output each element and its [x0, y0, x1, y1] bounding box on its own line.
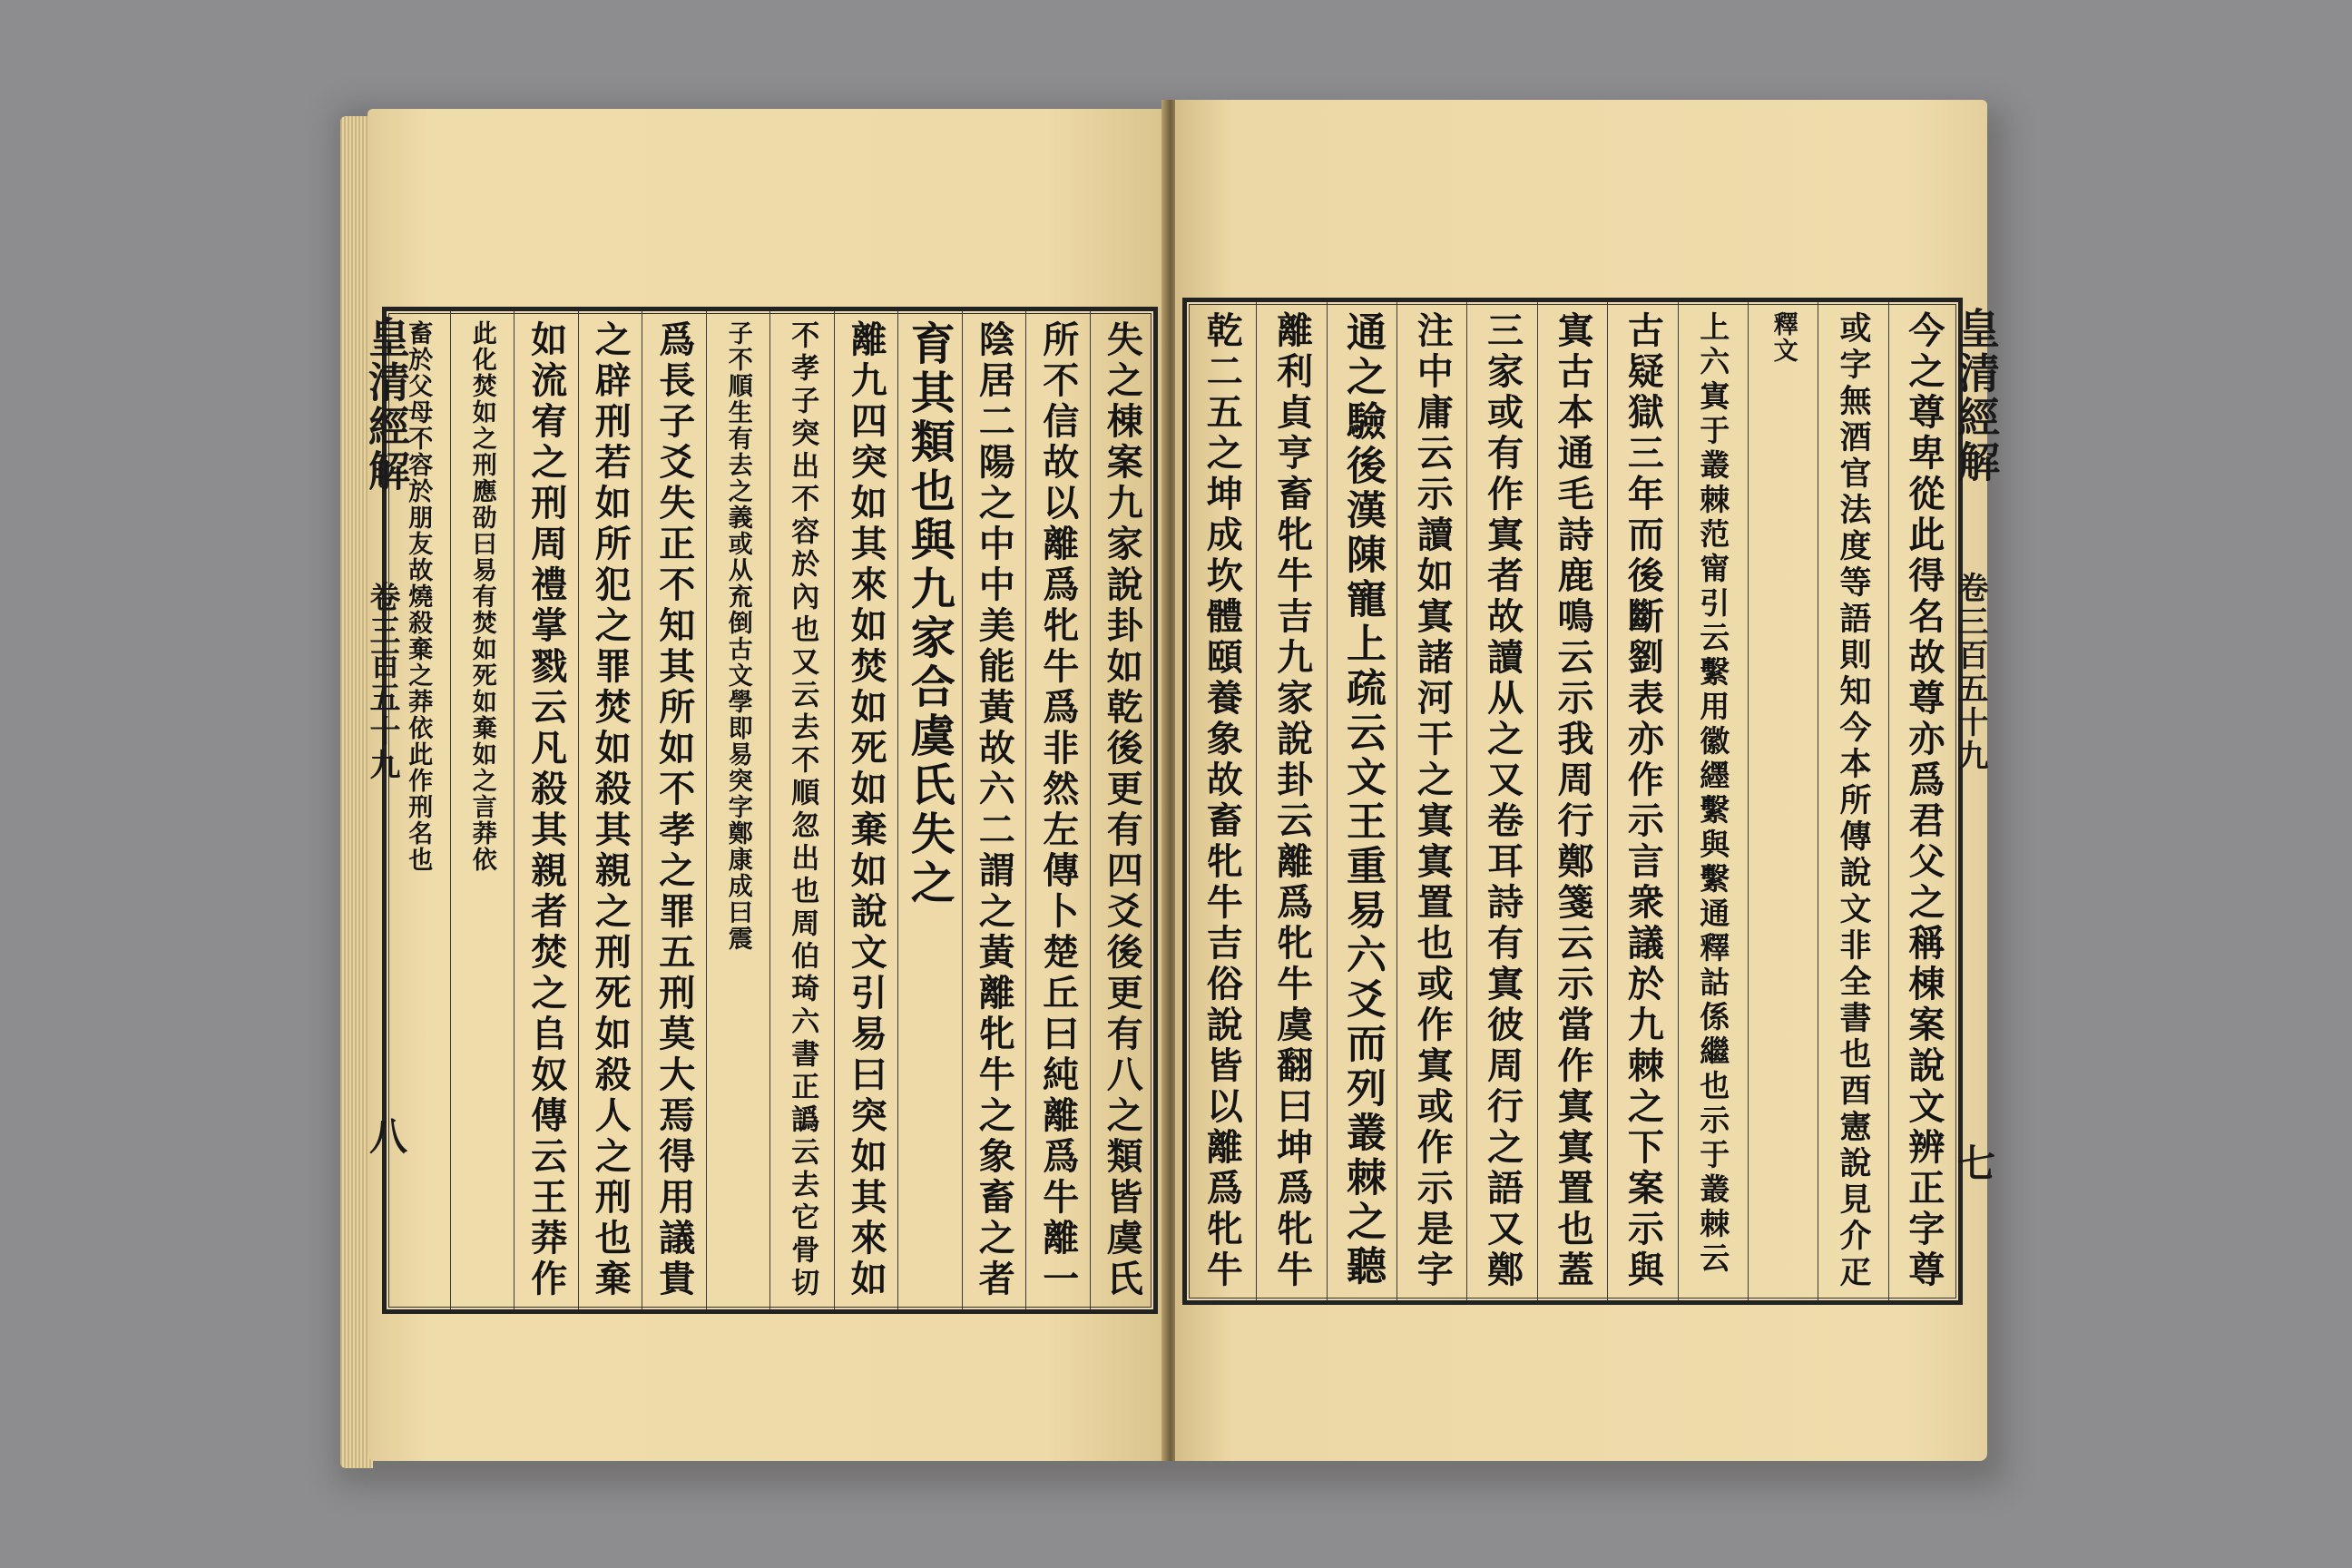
- right-column-text: 離利貞亨畜牝牛吉九家說卦云離爲牝牛虞翻曰坤爲牝牛: [1270, 311, 1314, 1291]
- left-column-text: 不孝子突出不容於內也又云去不順忽出也周伯琦六書正譌云去它骨切: [786, 320, 819, 1300]
- right-column-text: 通之驗後漢陳寵上疏云文王重易六爻而列叢棘之聽: [1338, 311, 1386, 1289]
- left-column: [578, 311, 642, 1309]
- left-column-text: 畜於父母不容於朋友故燒殺棄之莽依此作刑名也: [404, 320, 433, 873]
- left-column: [450, 311, 514, 1309]
- right-banner: 皇清經解: [1952, 307, 2001, 485]
- right-column: [1466, 302, 1536, 1300]
- left-page: [362, 109, 1166, 1461]
- right-column-text: 釋文: [1769, 311, 1798, 364]
- right-column-text: 古疑獄三年而後斷劉表亦作示言衆議於九棘之下案示與: [1622, 311, 1665, 1291]
- left-column: [514, 311, 578, 1309]
- right-column: [1187, 302, 1256, 1300]
- left-column-text: 此化焚如之刑應劭曰易有焚如死如棄如之言莽依: [467, 320, 496, 873]
- right-column: [1678, 302, 1748, 1300]
- left-column: [769, 311, 834, 1309]
- left-folio: 八: [364, 1116, 408, 1157]
- right-column: [1748, 302, 1818, 1300]
- right-column: [1396, 302, 1466, 1300]
- right-banner-sub: 卷三百五十九: [1952, 572, 1988, 773]
- left-column: [834, 311, 898, 1309]
- left-banner-sub: 卷三百五十九: [364, 581, 400, 782]
- left-text-frame: [382, 307, 1158, 1314]
- left-column: [897, 311, 962, 1309]
- right-column-text: 今之尊卑從此得名故尊亦爲君父之稱棟案說文辨正字尊: [1902, 311, 1945, 1291]
- left-column-text: 失之棟案九家說卦如乾後更有四爻後更有八之類皆虞氏: [1101, 320, 1144, 1300]
- left-column-text: 陰居二陽之中中美能黃故六二謂之黃離牝牛之象畜之者: [973, 320, 1016, 1300]
- left-column: [706, 311, 770, 1309]
- right-column-text: 上六寘于叢棘范甯引云繫用徽纆繫與繫通釋詁係繼也示于叢棘云: [1695, 311, 1731, 1277]
- right-column: [1327, 302, 1396, 1300]
- left-column-text: 育其類也與九家合虞氏失之: [904, 320, 957, 908]
- right-text-frame: [1182, 298, 1963, 1305]
- left-column-text: 所不信故以離爲牝牛爲非然左傳卜楚丘曰純離爲牛離一: [1036, 320, 1080, 1300]
- left-column-text: 之辟刑若如所犯之罪焚如殺其親之刑死如殺人之刑也棄: [589, 320, 632, 1300]
- right-folio: 七: [1952, 1143, 1996, 1184]
- left-column: [962, 311, 1026, 1309]
- right-column: [1818, 302, 1887, 1300]
- right-column-text: 乾二五之坤成坎體頤養象故畜牝牛吉俗說皆以離爲牝牛: [1200, 311, 1244, 1291]
- left-column: [642, 311, 706, 1309]
- right-column-text: 注中庸云示讀如寘諸河干之寘寘置也或作寘或作示是字: [1411, 311, 1455, 1291]
- left-column: [1025, 311, 1090, 1309]
- left-column-text: 爲長子爻失正不知其所如不孝之罪五刑莫大焉得用議貴: [652, 320, 696, 1300]
- left-column: [1090, 311, 1154, 1309]
- right-column-text: 寘古本通毛詩鹿鳴云示我周行鄭箋云示當作寘寘置也蓋: [1552, 311, 1595, 1291]
- left-column-text: 子不順生有去之義或从㐬倒古文學即易突字鄭康成曰震: [723, 320, 752, 952]
- right-page: [1175, 100, 2001, 1461]
- left-columns: [387, 311, 1153, 1309]
- right-column-text: 或字無酒官法度等語則知今本所傳說文非全書也酉憲說見介疋: [1834, 311, 1872, 1291]
- left-banner: 皇清經解: [362, 316, 411, 494]
- right-column: [1256, 302, 1326, 1300]
- left-column-text: 如流宥之刑周禮掌戮云凡殺其親者焚之𠂤奴傳云王莽作: [524, 320, 568, 1300]
- right-columns: [1187, 302, 1958, 1300]
- right-column: [1607, 302, 1677, 1300]
- left-column-text: 離九四突如其來如焚如死如棄如說文引易曰突如其來如: [845, 320, 888, 1300]
- right-column: [1537, 302, 1607, 1300]
- right-column-text: 三家或有作寘者故讀从之又卷耳詩有寘彼周行之語又鄭: [1481, 311, 1524, 1291]
